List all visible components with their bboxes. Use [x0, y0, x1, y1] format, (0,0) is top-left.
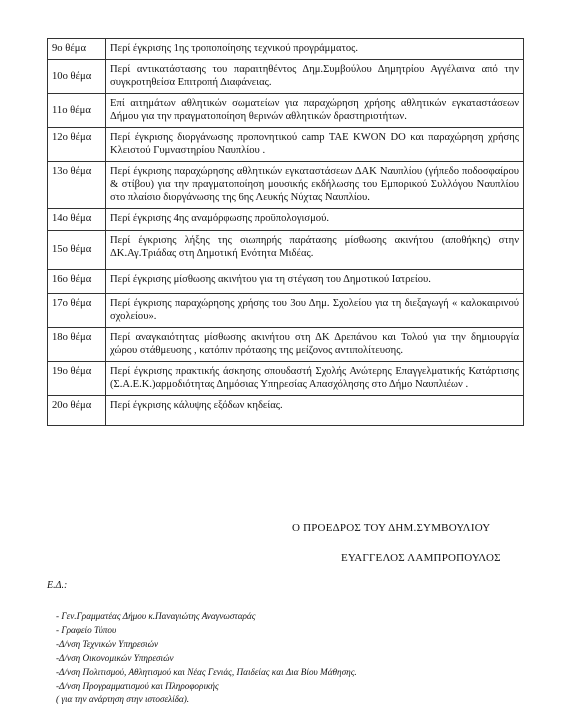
- agenda-row: [48, 294, 524, 328]
- agenda-row: [48, 94, 524, 128]
- item-description: Περί έγκρισης διοργάνωσης προπονητικού camp TAE KWON DO και παραχώρηση χρήσης Κλειστού Γυμναστηρίου Ναυπλίου .: [106, 128, 524, 162]
- item-number: 11ο θέμα: [48, 94, 106, 128]
- agenda-row: [48, 396, 524, 426]
- item-number: 19ο θέμα: [48, 362, 106, 396]
- distribution-item: -Δ/νση Οικονομικών Υπηρεσιών: [56, 652, 174, 663]
- agenda-row: [48, 231, 524, 270]
- item-number: 9ο θέμα: [48, 39, 106, 60]
- item-number: 13ο θέμα: [48, 162, 106, 209]
- signatory-title: Ο ΠΡΟΕΔΡΟΣ ΤΟΥ ΔΗΜ.ΣΥΜΒΟΥΛΙΟΥ: [292, 522, 491, 534]
- agenda-row: [48, 60, 524, 94]
- distribution-item: ( για την ανάρτηση στην ιστοσελίδα).: [56, 694, 190, 705]
- agenda-row: [48, 162, 524, 209]
- agenda-row: [48, 39, 524, 60]
- item-number: 12ο θέμα: [48, 128, 106, 162]
- item-number: 14ο θέμα: [48, 209, 106, 231]
- item-number: 17ο θέμα: [48, 294, 106, 328]
- item-number: 15ο θέμα: [48, 231, 106, 270]
- item-description: Επί αιτημάτων αθλητικών σωματείων για παραχώρηση χρήσης αθλητικών εγκαταστάσεων Δήμου για την πραγματοποίηση θερινών αθλητικών δραστηριοτήτων.: [106, 94, 524, 128]
- item-description: Περί έγκρισης πρακτικής άσκησης σπουδαστή Σχολής Ανώτερης Επαγγελματικής Κατάρτισης (Σ.Α.Ε.Κ.)αρμοδιότητας Δημόσιας Υπηρεσίας Απασχόλησης στο Δήμο Ναυπλιέων .: [106, 362, 524, 396]
- agenda-table: [47, 38, 524, 426]
- signatory-name: ΕΥΑΓΓΕΛΟΣ ΛΑΜΠΡΟΠΟΥΛΟΣ: [341, 552, 501, 564]
- item-description: Περί αναγκαιότητας μίσθωσης ακινήτου στη ΔΚ Δρεπάνου και Τολού για την δημιουργία χώρου στάθμευσης , κατόπιν πρότασης της μείζονος αντιπολίτευσης.: [106, 328, 524, 362]
- distribution-item: - Γραφείο Τύπου: [56, 624, 117, 635]
- item-description: Περί αντικατάστασης του παραιτηθέντος Δημ.Συμβούλου Δημητρίου Αγγέλαινα από την συγκροτηθείσα Επιτροπή Διαφάνειας.: [106, 60, 524, 94]
- distribution-item: -Δ/νση Προγραμματισμού και Πληροφορικής: [56, 680, 219, 691]
- item-description: Περί έγκρισης παραχώρησης αθλητικών εγκαταστάσεων ΔΑΚ Ναυπλίου (γήπεδο ποδοσφαίρου & στίβου) για την πραγματοποίηση μουσικής εκδήλωσης του Εμπορικού Συλλόγου Ναυπλίου στο πλαίσιο διοργάνωσης της 6ης Λευκής Νύχτας Ναυπλίου.: [106, 162, 524, 209]
- item-description: Περί έγκρισης λήξης της σιωπηρής παράτασης μίσθωσης ακινήτου (αποθήκης) στην ΔΚ.Αγ.Τριάδας στη Δημοτική Ενότητα Μιδέας.: [106, 231, 524, 270]
- item-description: Περί έγκρισης 4ης αναμόρφωσης προϋπολογισμού.: [106, 209, 524, 231]
- item-number: 16ο θέμα: [48, 270, 106, 294]
- item-description: Περί έγκρισης μίσθωσης ακινήτου για τη στέγαση του Δημοτικού Ιατρείου.: [106, 270, 524, 294]
- item-number: 20ο θέμα: [48, 396, 106, 426]
- item-description: Περί έγκρισης 1ης τροποποίησης τεχνικού προγράμματος.: [106, 39, 524, 60]
- item-number: 18ο θέμα: [48, 328, 106, 362]
- distribution-item: - Γεν.Γραμματέας Δήμου κ.Παναγιώτης Αναγνωσταράς: [56, 611, 256, 621]
- agenda-row: [48, 362, 524, 396]
- agenda-row: [48, 209, 524, 231]
- distribution-item: -Δ/νση Πολιτισμού, Αθλητισμού και Νέας Γενιάς, Παιδείας και Δια Βίου Μάθησης.: [56, 666, 357, 677]
- distribution-heading: Ε.Δ.:: [47, 580, 68, 591]
- distribution-list: [56, 610, 357, 707]
- distribution-item: -Δ/νση Τεχνικών Υπηρεσιών: [56, 638, 159, 649]
- item-number: 10ο θέμα: [48, 60, 106, 94]
- item-description: Περί έγκρισης κάλυψης εξόδων κηδείας.: [106, 396, 524, 426]
- agenda-row: [48, 128, 524, 162]
- item-description: Περί έγκρισης παραχώρησης χρήσης του 3ου Δημ. Σχολείου για τη διεξαγωγή « καλοκαιρινού σχολείου».: [106, 294, 524, 328]
- agenda-row: [48, 270, 524, 294]
- agenda-row: [48, 328, 524, 362]
